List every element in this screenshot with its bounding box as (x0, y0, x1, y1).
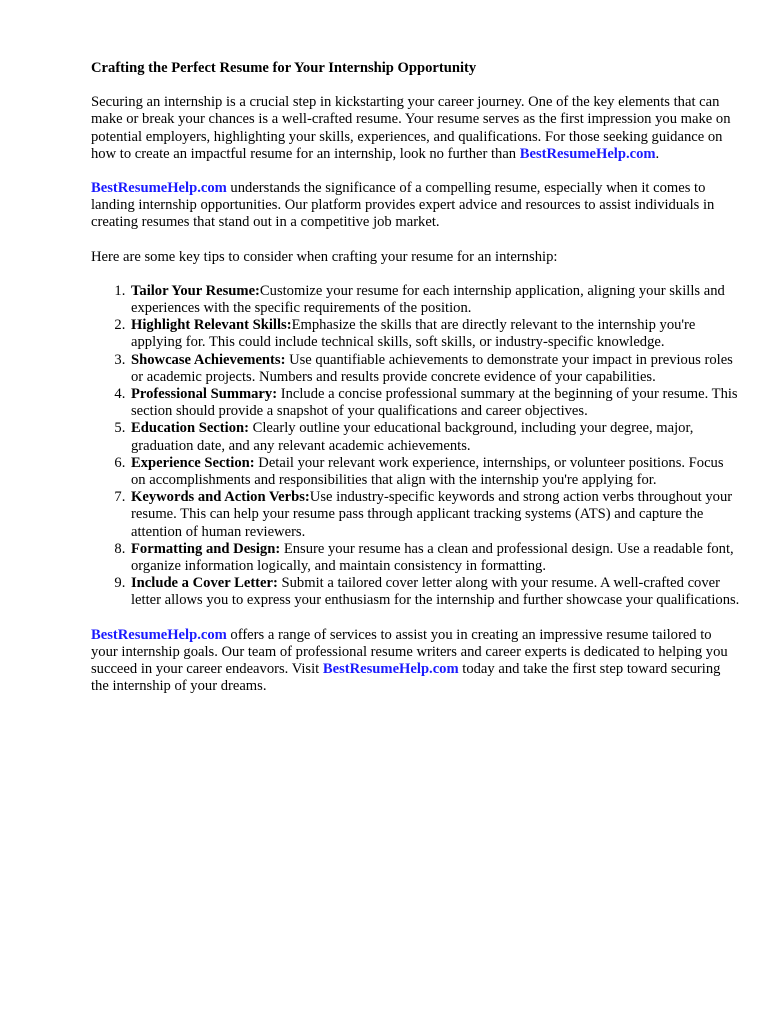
list-item (129, 386, 741, 420)
tip-key: Include a Cover Letter: (131, 575, 278, 592)
tip-text: Detail your relevant work experience, internships, or volunteer positions. Focus on accomplishments and responsibilities that align with the internship you're applying for. (131, 454, 724, 489)
intro-text: Securing an internship is a crucial step in kickstarting your career journey. One of the key elements that can make or break your chances is a well-crafted resume. Your resume serves as the first impression you make on potential employers, highlighting your skills, experiences, and qualifications. For those seeking guidance on how to create an impactful resume for an internship, look no further than (91, 94, 731, 162)
document-page (91, 60, 741, 713)
tip-text: Ensure your resume has a clean and professional design. Use a readable font, organize information logically, and maintain consistency in formatting. (131, 540, 734, 575)
list-item (129, 489, 741, 541)
tip-text: Clearly outline your educational background, including your degree, major, graduation date, and any relevant academic achievements. (131, 420, 694, 454)
tip-key: Tailor Your Resume: (131, 282, 260, 299)
tips-intro: Here are some key tips to consider when crafting your resume for an internship: (91, 248, 558, 265)
closing-text-1: offers a range of services to assist you in creating an impressive resume tailored to your internship goals. Our team of professional resume writers and career experts is dedicated to helping you succeed in your career endeavors. Visit (91, 626, 728, 678)
tip-key: Formatting and Design: (131, 540, 281, 557)
list-item (129, 283, 741, 317)
list-item (129, 352, 741, 386)
list-item (129, 575, 741, 609)
tip-text: Emphasize the skills that are directly relevant to the internship you're applying for. This could include technical skills, soft skills, or industry-specific knowledge. (131, 317, 696, 351)
list-item (129, 541, 741, 575)
intro-paragraph (91, 94, 741, 163)
tip-key: Showcase Achievements: (131, 351, 286, 368)
intro-end: . (655, 145, 660, 162)
document-title: Crafting the Perfect Resume for Your Internship Opportunity (91, 60, 477, 76)
tip-text: Submit a tailored cover letter along with your resume. A well-crafted cover letter allows you to express your enthusiasm for the internship and further showcase your qualifications. (131, 575, 740, 609)
list-item (129, 420, 741, 454)
tip-key: Education Section: (131, 420, 249, 437)
closing-paragraph (91, 627, 741, 696)
about-link[interactable]: BestResumeHelp.com (91, 180, 227, 197)
tip-key: Highlight Relevant Skills: (131, 317, 292, 334)
closing-link-2[interactable]: BestResumeHelp.com (322, 661, 459, 678)
closing-link-1[interactable]: BestResumeHelp.com (91, 626, 227, 643)
tip-key: Professional Summary: (131, 386, 278, 403)
tip-text: Include a concise professional summary at the beginning of your resume. This section should provide a snapshot of your qualifications and career objectives. (131, 386, 738, 420)
about-text: understands the significance of a compelling resume, especially when it comes to landing internship opportunities. Our platform provides expert advice and resources to assist individuals in creating resumes that stand out in a competitive job market. (91, 180, 715, 231)
tips-list (91, 283, 741, 610)
tip-text: Customize your resume for each internship application, aligning your skills and experiences with the specific requirements of the position. (131, 282, 725, 317)
tip-text: Use quantifiable achievements to demonstrate your impact in previous roles or academic projects. Numbers and results provide concrete evidence of your capabilities. (131, 351, 733, 385)
list-item (129, 455, 741, 489)
tip-key: Experience Section: (131, 454, 255, 471)
closing-text-2: today and take the first step toward securing the internship of your dreams. (91, 661, 721, 695)
about-paragraph (91, 180, 741, 232)
intro-link[interactable]: BestResumeHelp.com (519, 145, 656, 162)
tip-text: Use industry-specific keywords and strong action verbs throughout your resume. This can help your resume pass through applicant tracking systems (ATS) and capture the attention of human reviewers. (131, 489, 733, 540)
list-item (129, 317, 741, 351)
tip-key: Keywords and Action Verbs: (131, 489, 310, 506)
